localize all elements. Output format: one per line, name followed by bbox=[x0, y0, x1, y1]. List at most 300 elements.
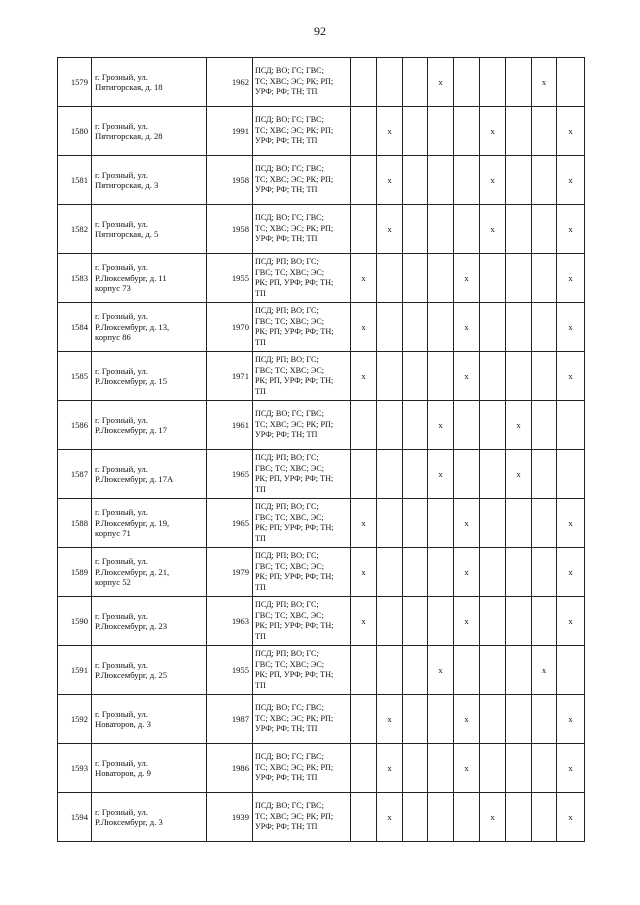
build-year: 1971 bbox=[231, 370, 249, 381]
mark-cell bbox=[351, 254, 377, 303]
mark-cell bbox=[403, 107, 428, 156]
works-line: УРФ; РФ; ТН; ТП bbox=[255, 136, 318, 146]
mark-cell bbox=[351, 597, 377, 646]
row-number: 1579 bbox=[70, 76, 88, 87]
mark-x: x bbox=[464, 370, 469, 381]
works-cell bbox=[253, 58, 351, 107]
address-line: Новаторов, д. 3 bbox=[95, 719, 151, 729]
row-number-cell bbox=[58, 205, 92, 254]
works-line: ТС; ХВС; ЭС; РК; РП; bbox=[255, 174, 334, 184]
row-number: 1593 bbox=[70, 762, 88, 773]
works-line: ГВС; ТС; ХВС; ЭС; bbox=[255, 561, 325, 571]
mark-x: x bbox=[387, 762, 392, 773]
mark-cell bbox=[428, 597, 454, 646]
mark-cell bbox=[351, 450, 377, 499]
year-cell bbox=[207, 205, 253, 254]
mark-cell bbox=[377, 254, 403, 303]
works-cell bbox=[253, 401, 351, 450]
mark-cell bbox=[377, 646, 403, 695]
mark-x: x bbox=[568, 223, 573, 234]
mark-x: x bbox=[361, 321, 366, 332]
address-cell bbox=[92, 450, 207, 499]
works-line: ПСД; РП; ВО; ГС; bbox=[255, 551, 319, 560]
build-year: 1939 bbox=[231, 811, 249, 822]
mark-cell bbox=[506, 597, 532, 646]
address-line: корпус 86 bbox=[95, 332, 131, 343]
mark-cell bbox=[557, 58, 585, 107]
row-number-cell bbox=[58, 254, 92, 303]
row-number: 1581 bbox=[70, 174, 88, 185]
row-number-cell bbox=[58, 156, 92, 205]
mark-cell bbox=[506, 254, 532, 303]
mark-cell bbox=[506, 548, 532, 597]
mark-cell bbox=[428, 450, 454, 499]
address-line: г. Грозный, ул. bbox=[95, 507, 148, 518]
address-cell bbox=[92, 695, 207, 744]
works-cell bbox=[253, 352, 351, 401]
works-line: ТС; ХВС; ЭС; РК; РП; bbox=[255, 419, 334, 429]
works-cell bbox=[253, 744, 351, 793]
address-line: г. Грозный, ул. bbox=[95, 169, 148, 180]
works-line: ТП bbox=[255, 484, 266, 494]
works-line: ТП bbox=[255, 288, 266, 298]
year-cell bbox=[207, 646, 253, 695]
works-line: РК; РП, УРФ; РФ; ТН; bbox=[255, 474, 334, 483]
mark-x: x bbox=[361, 615, 366, 626]
row-number: 1591 bbox=[70, 664, 88, 675]
row-number-cell bbox=[58, 597, 92, 646]
year-cell bbox=[207, 597, 253, 646]
works-cell bbox=[253, 254, 351, 303]
mark-cell bbox=[351, 156, 377, 205]
works-line: ПСД; ВО; ГС; ГВС; bbox=[255, 703, 324, 713]
year-cell bbox=[207, 450, 253, 499]
table-row bbox=[58, 401, 585, 450]
mark-cell bbox=[557, 254, 585, 303]
mark-x: x bbox=[387, 174, 392, 185]
works-line: РК; РП; УРФ; РФ; ТН; bbox=[255, 621, 334, 630]
works-line: УРФ; РФ; ТН; ТП bbox=[255, 822, 318, 832]
table-row bbox=[58, 499, 585, 548]
mark-cell bbox=[351, 499, 377, 548]
row-number-cell bbox=[58, 450, 92, 499]
mark-cell bbox=[557, 695, 585, 744]
mark-cell bbox=[403, 303, 428, 352]
mark-cell bbox=[403, 254, 428, 303]
year-cell bbox=[207, 107, 253, 156]
address-line: г. Грозный, ул. bbox=[95, 757, 148, 768]
year-cell bbox=[207, 401, 253, 450]
mark-cell bbox=[403, 695, 428, 744]
table-body bbox=[58, 58, 585, 842]
mark-cell bbox=[557, 107, 585, 156]
mark-cell bbox=[480, 205, 506, 254]
mark-cell bbox=[454, 548, 480, 597]
mark-cell bbox=[506, 352, 532, 401]
mark-cell bbox=[532, 646, 557, 695]
mark-cell bbox=[480, 548, 506, 597]
works-line: ГВС; ТС; ХВС, ЭС; bbox=[255, 610, 324, 620]
mark-cell bbox=[377, 401, 403, 450]
mark-cell bbox=[428, 156, 454, 205]
mark-cell bbox=[480, 744, 506, 793]
address-line: г. Грозный, ул. bbox=[95, 556, 148, 567]
mark-cell bbox=[428, 646, 454, 695]
mark-cell bbox=[557, 401, 585, 450]
mark-cell bbox=[428, 58, 454, 107]
mark-cell bbox=[428, 793, 454, 842]
mark-cell bbox=[480, 597, 506, 646]
mark-cell bbox=[557, 156, 585, 205]
mark-cell bbox=[403, 58, 428, 107]
works-line: ТС; ХВС; ЭС; РК; РП; bbox=[255, 811, 334, 821]
works-line: ПСД; ВО; ГС; ГВС; bbox=[255, 752, 324, 762]
mark-x: x bbox=[361, 370, 366, 381]
mark-cell bbox=[377, 450, 403, 499]
works-line: ПСД; РП; ВО; ГС; bbox=[255, 306, 319, 315]
mark-x: x bbox=[464, 272, 469, 283]
mark-cell bbox=[351, 401, 377, 450]
address-cell bbox=[92, 744, 207, 793]
mark-cell bbox=[506, 744, 532, 793]
address-line: г. Грозный, ул. bbox=[95, 414, 148, 425]
mark-cell bbox=[428, 548, 454, 597]
works-cell bbox=[253, 303, 351, 352]
year-cell bbox=[207, 695, 253, 744]
mark-cell bbox=[377, 352, 403, 401]
works-line: ГВС; ТС; ХВС; ЭС; bbox=[255, 316, 325, 326]
works-cell bbox=[253, 205, 351, 254]
works-line: ТП bbox=[255, 680, 266, 690]
mark-cell bbox=[557, 646, 585, 695]
mark-cell bbox=[428, 205, 454, 254]
row-number: 1588 bbox=[70, 517, 88, 528]
mark-cell bbox=[377, 548, 403, 597]
mark-cell bbox=[480, 450, 506, 499]
address-line: Р.Люксембург, д. 17А bbox=[95, 474, 174, 484]
row-number-cell bbox=[58, 646, 92, 695]
works-line: ГВС; ТС; ХВС; ЭС; bbox=[255, 659, 325, 669]
mark-cell bbox=[454, 646, 480, 695]
address-line: корпус 73 bbox=[95, 283, 131, 294]
works-line: РК; РП, УРФ; РФ; ТН; bbox=[255, 278, 334, 287]
mark-cell bbox=[532, 695, 557, 744]
mark-cell bbox=[557, 793, 585, 842]
mark-x: x bbox=[568, 517, 573, 528]
works-line: ТП bbox=[255, 582, 266, 592]
mark-cell bbox=[351, 744, 377, 793]
mark-x: x bbox=[568, 713, 573, 724]
mark-cell bbox=[532, 156, 557, 205]
address-cell bbox=[92, 548, 207, 597]
year-cell bbox=[207, 58, 253, 107]
table-row bbox=[58, 254, 585, 303]
table-row bbox=[58, 58, 585, 107]
mark-cell bbox=[351, 695, 377, 744]
mark-x: x bbox=[568, 370, 573, 381]
mark-x: x bbox=[438, 468, 443, 479]
works-line: УРФ; РФ; ТН; ТП bbox=[255, 185, 318, 195]
mark-cell bbox=[480, 646, 506, 695]
mark-cell bbox=[532, 205, 557, 254]
mark-cell bbox=[557, 450, 585, 499]
works-line: УРФ; РФ; ТН; ТП bbox=[255, 234, 318, 244]
address-line: г. Грозный, ул. bbox=[95, 659, 148, 670]
mark-cell bbox=[506, 646, 532, 695]
address-line: Р.Люксембург, д. 21, bbox=[95, 566, 170, 577]
mark-cell bbox=[377, 744, 403, 793]
address-line: Новаторов, д. 9 bbox=[95, 768, 151, 778]
table-row bbox=[58, 744, 585, 793]
mark-cell bbox=[351, 646, 377, 695]
mark-cell bbox=[532, 744, 557, 793]
mark-cell bbox=[532, 450, 557, 499]
mark-cell bbox=[506, 499, 532, 548]
mark-cell bbox=[480, 58, 506, 107]
year-cell bbox=[207, 352, 253, 401]
build-year: 1958 bbox=[231, 223, 249, 234]
mark-x: x bbox=[516, 468, 521, 479]
mark-cell bbox=[506, 450, 532, 499]
works-line: ТС; ХВС; ЭС; РК; РП; bbox=[255, 713, 334, 723]
build-year: 1979 bbox=[231, 566, 249, 577]
mark-cell bbox=[377, 205, 403, 254]
address-line: Р.Люксембург, д. 23 bbox=[95, 621, 167, 631]
mark-x: x bbox=[490, 223, 495, 234]
mark-cell bbox=[506, 793, 532, 842]
address-cell bbox=[92, 499, 207, 548]
mark-x: x bbox=[361, 566, 366, 577]
mark-cell bbox=[480, 352, 506, 401]
works-line: УРФ; РФ; ТН; ТП bbox=[255, 724, 318, 734]
build-year: 1961 bbox=[231, 419, 249, 430]
build-year: 1965 bbox=[231, 517, 249, 528]
mark-x: x bbox=[541, 664, 547, 675]
address-line: г. Грозный, ул. bbox=[95, 218, 148, 229]
mark-cell bbox=[428, 401, 454, 450]
mark-cell bbox=[454, 793, 480, 842]
mark-cell bbox=[480, 695, 506, 744]
address-line: г. Грозный, ул. bbox=[95, 365, 148, 376]
mark-cell bbox=[428, 352, 454, 401]
row-number-cell bbox=[58, 303, 92, 352]
row-number: 1580 bbox=[70, 125, 88, 136]
mark-cell bbox=[532, 548, 557, 597]
mark-cell bbox=[403, 401, 428, 450]
mark-cell bbox=[377, 695, 403, 744]
address-cell bbox=[92, 205, 207, 254]
build-year: 1958 bbox=[231, 174, 249, 185]
works-line: ГВС; ТС; ХВС; ЭС; bbox=[255, 463, 325, 473]
mark-cell bbox=[532, 58, 557, 107]
mark-cell bbox=[403, 744, 428, 793]
address-line: Р.Люксембург, д. 17 bbox=[95, 425, 167, 435]
build-year: 1970 bbox=[231, 321, 249, 332]
works-line: РК; РП; УРФ; РФ; ТН; bbox=[255, 327, 334, 336]
mark-cell bbox=[377, 303, 403, 352]
mark-cell bbox=[480, 401, 506, 450]
year-cell bbox=[207, 744, 253, 793]
mark-cell bbox=[480, 499, 506, 548]
build-year: 1986 bbox=[231, 762, 249, 773]
table-row bbox=[58, 107, 585, 156]
mark-cell bbox=[506, 401, 532, 450]
table-row bbox=[58, 303, 585, 352]
address-line: г. Грозный, ул. bbox=[95, 262, 148, 273]
address-line: г. Грозный, ул. bbox=[95, 806, 148, 817]
mark-cell bbox=[351, 303, 377, 352]
mark-cell bbox=[428, 254, 454, 303]
mark-cell bbox=[506, 156, 532, 205]
address-line: Пятигорская, д. 28 bbox=[95, 131, 163, 141]
mark-x: x bbox=[464, 321, 469, 332]
mark-cell bbox=[377, 156, 403, 205]
works-cell bbox=[253, 646, 351, 695]
mark-cell bbox=[506, 303, 532, 352]
mark-cell bbox=[428, 107, 454, 156]
mark-cell bbox=[532, 303, 557, 352]
mark-cell bbox=[377, 499, 403, 548]
address-line: Пятигорская, д. 3 bbox=[95, 180, 159, 190]
mark-cell bbox=[506, 205, 532, 254]
build-year: 1955 bbox=[231, 664, 249, 675]
address-line: г. Грозный, ул. bbox=[95, 120, 148, 131]
row-number-cell bbox=[58, 793, 92, 842]
mark-x: x bbox=[464, 713, 469, 724]
works-line: ТП bbox=[255, 337, 266, 347]
works-line: ГВС; ТС; ХВС; ЭС; bbox=[255, 267, 325, 277]
address-line: Р.Люксембург, д. 13, bbox=[95, 321, 170, 332]
mark-cell bbox=[403, 793, 428, 842]
build-year: 1965 bbox=[231, 468, 249, 479]
mark-cell bbox=[506, 695, 532, 744]
address-cell bbox=[92, 597, 207, 646]
works-cell bbox=[253, 450, 351, 499]
address-line: Р.Люксембург, д. 11 bbox=[95, 272, 167, 283]
mark-cell bbox=[428, 303, 454, 352]
works-line: ТС; ХВС; ЭС; РК; РП; bbox=[255, 76, 334, 86]
build-year: 1991 bbox=[231, 125, 249, 136]
address-cell bbox=[92, 646, 207, 695]
mark-x: x bbox=[387, 713, 392, 724]
mark-x: x bbox=[438, 664, 443, 675]
address-line: г. Грозный, ул. bbox=[95, 708, 148, 719]
mark-x: x bbox=[464, 566, 469, 577]
works-line: ГВС; ТС; ХВС; ЭС; bbox=[255, 365, 325, 375]
mark-x: x bbox=[387, 223, 392, 234]
mark-x: x bbox=[568, 615, 573, 626]
works-line: ГВС; ТС; ХВС, ЭС; bbox=[255, 512, 324, 522]
works-line: РК; РП; УРФ; РФ; ТН; bbox=[255, 572, 334, 581]
build-year: 1962 bbox=[231, 76, 249, 87]
works-line: ТП bbox=[255, 631, 266, 641]
mark-cell bbox=[377, 58, 403, 107]
mark-cell bbox=[454, 744, 480, 793]
address-line: Р.Люксембург, д. 3 bbox=[95, 817, 163, 827]
mark-x: x bbox=[490, 125, 495, 136]
works-line: ПСД; ВО; ГС; ГВС; bbox=[255, 66, 324, 76]
mark-x: x bbox=[568, 272, 573, 283]
mark-x: x bbox=[568, 811, 573, 822]
row-number-cell bbox=[58, 744, 92, 793]
mark-cell bbox=[557, 597, 585, 646]
address-cell bbox=[92, 401, 207, 450]
mark-cell bbox=[480, 793, 506, 842]
mark-cell bbox=[377, 107, 403, 156]
build-year: 1955 bbox=[231, 272, 249, 283]
build-year: 1963 bbox=[231, 615, 249, 626]
mark-cell bbox=[403, 597, 428, 646]
mark-x: x bbox=[464, 517, 469, 528]
works-cell bbox=[253, 499, 351, 548]
mark-cell bbox=[557, 499, 585, 548]
year-cell bbox=[207, 499, 253, 548]
mark-cell bbox=[480, 107, 506, 156]
works-line: ПСД; РП; ВО; ГС; bbox=[255, 453, 319, 462]
mark-cell bbox=[454, 303, 480, 352]
address-cell bbox=[92, 303, 207, 352]
address-line: г. Грозный, ул. bbox=[95, 71, 148, 82]
works-line: ТС; ХВС; ЭС; РК; РП; bbox=[255, 762, 334, 772]
address-line: Р.Люксембург, д. 19, bbox=[95, 517, 170, 528]
works-cell bbox=[253, 597, 351, 646]
works-line: ПСД; РП; ВО; ГС; bbox=[255, 502, 319, 511]
address-cell bbox=[92, 58, 207, 107]
works-cell bbox=[253, 107, 351, 156]
address-cell bbox=[92, 107, 207, 156]
mark-cell bbox=[454, 58, 480, 107]
mark-x: x bbox=[438, 419, 443, 430]
address-line: корпус 52 bbox=[95, 577, 131, 588]
works-cell bbox=[253, 548, 351, 597]
row-number: 1594 bbox=[70, 811, 88, 822]
mark-cell bbox=[454, 352, 480, 401]
mark-x: x bbox=[490, 174, 495, 185]
mark-cell bbox=[557, 303, 585, 352]
mark-cell bbox=[557, 744, 585, 793]
works-line: ПСД; РП; ВО; ГС; bbox=[255, 355, 319, 364]
address-line: Р.Люксембург, д. 25 bbox=[95, 670, 167, 680]
mark-cell bbox=[403, 499, 428, 548]
works-cell bbox=[253, 793, 351, 842]
mark-x: x bbox=[464, 615, 469, 626]
works-cell bbox=[253, 156, 351, 205]
mark-cell bbox=[506, 58, 532, 107]
mark-cell bbox=[351, 58, 377, 107]
mark-cell bbox=[351, 107, 377, 156]
mark-cell bbox=[403, 548, 428, 597]
row-number-cell bbox=[58, 107, 92, 156]
mark-cell bbox=[532, 401, 557, 450]
works-line: ПСД; ВО; ГС; ГВС; bbox=[255, 213, 324, 223]
table-row bbox=[58, 646, 585, 695]
mark-x: x bbox=[387, 125, 392, 136]
row-number: 1587 bbox=[70, 468, 88, 479]
mark-cell bbox=[557, 548, 585, 597]
mark-cell bbox=[454, 499, 480, 548]
mark-cell bbox=[454, 450, 480, 499]
works-cell bbox=[253, 695, 351, 744]
row-number-cell bbox=[58, 401, 92, 450]
mark-x: x bbox=[568, 125, 573, 136]
mark-x: x bbox=[387, 811, 392, 822]
row-number-cell bbox=[58, 695, 92, 744]
works-line: РК; РП, УРФ; РФ; ТН; bbox=[255, 670, 334, 679]
mark-x: x bbox=[490, 811, 495, 822]
mark-x: x bbox=[516, 419, 521, 430]
year-cell bbox=[207, 156, 253, 205]
mark-cell bbox=[428, 695, 454, 744]
